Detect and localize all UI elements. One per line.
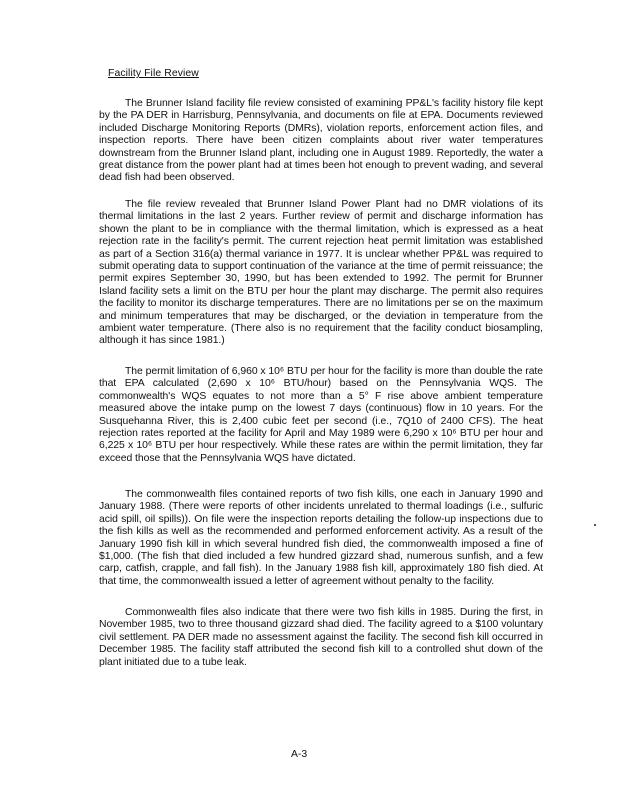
scan-speck xyxy=(594,524,596,526)
paragraph-permit-limitation: The permit limitation of 6,960 x 10⁶ BTU per hour for the facility is more than double the rate that EPA calculated (2,690 x 10⁶ BTU/hour) based on the Pennsylvania WQS. The commonwealth's WQS equates to not more than a 5° F rise above ambient temperature measured above the intake pump on the lowest 7 days (continuous) flow in 10 years. For the Susquehanna River, this is 2,400 cubic feet per second (i.e., 7Q10 of 2400 CFS). The heat rejection rates reported at the facility for April and May 1989 were 6,290 x 10⁶ BTU per hour and 6,225 x 10⁶ BTU per hour respectively. While these rates are within the permit limitation, they far exceed those that the Pennsylvania WQS have dictated. xyxy=(99,366,543,464)
paragraph-dmr-compliance: The file review revealed that Brunner Island Power Plant had no DMR violations of its thermal limitations in the last 2 years. Further review of permit and discharge information has shown the plant to be in compliance with the thermal limitation, which is expressed as a heat rejection rate in the facility's permit. The current rejection heat permit limitation was established as part of a Section 316(a) thermal variance in 1977. It is unclear whether PP&L was required to submit operating data to support continuation of the variance at the time of permit reissuance; the permit expires September 30, 1990, but has been extended to 1992. The permit for Brunner Island facility sets a limit on the BTU per hour the plant may discharge. The permit also requires the facility to monitor its discharge temperatures. There are no limitations per se on the maximum and minimum temperatures that may be discharged, or the deviation in temperature from the ambient water temperature. (There also is no requirement that the facility conduct biosampling, although it has since 1981.) xyxy=(99,199,543,347)
paragraph-fish-kills-1988-1990: The commonwealth files contained reports of two fish kills, one each in January 1990 and January 1988. (There were reports of other incidents unrelated to thermal loadings (i.e., sulfuric acid spill, oil spills)). On file were the inspection reports detailing the follow-up inspections due to the fish kills as well as the recommended and performed enforcement activity. As a result of the January 1990 fish kill in which several hundred fish died, the commonwealth imposed a fine of $1,000. (The fish that died included a few hundred gizzard shad, numerous sunfish, and a few carp, catfish, crapple, and fall fish). In the January 1988 fish kill, approximately 180 fish died. At that time, the commonwealth issued a letter of agreement without penalty to the facility. xyxy=(99,489,543,587)
paragraph-fish-kills-1985: Commonwealth files also indicate that there were two fish kills in 1985. During the first, in November 1985, two to three thousand gizzard shad died. The facility agreed to a $100 voluntary civil settlement. PA DER made no assessment against the facility. The second fish kill occurred in December 1985. The facility staff attributed the second fish kill to a controlled shut down of the plant initiated due to a tube leak. xyxy=(99,607,543,668)
page-number: A-3 xyxy=(291,749,308,760)
section-heading: Facility File Review xyxy=(108,68,199,79)
paragraph-file-review-scope: The Brunner Island facility file review consisted of examining PP&L's facility history file kept by the PA DER in Harrisburg, Pennsylvania, and documents on file at EPA. Documents reviewed included Discharge Monitoring Reports (DMRs), violation reports, enforcement action files, and inspection reports. There have been citizen complaints about river water temperatures downstream from the Brunner Island plant, including one in August 1989. Reportedly, the water a great distance from the power plant had at times been hot enough to prevent wading, and several dead fish had been observed. xyxy=(99,98,543,184)
